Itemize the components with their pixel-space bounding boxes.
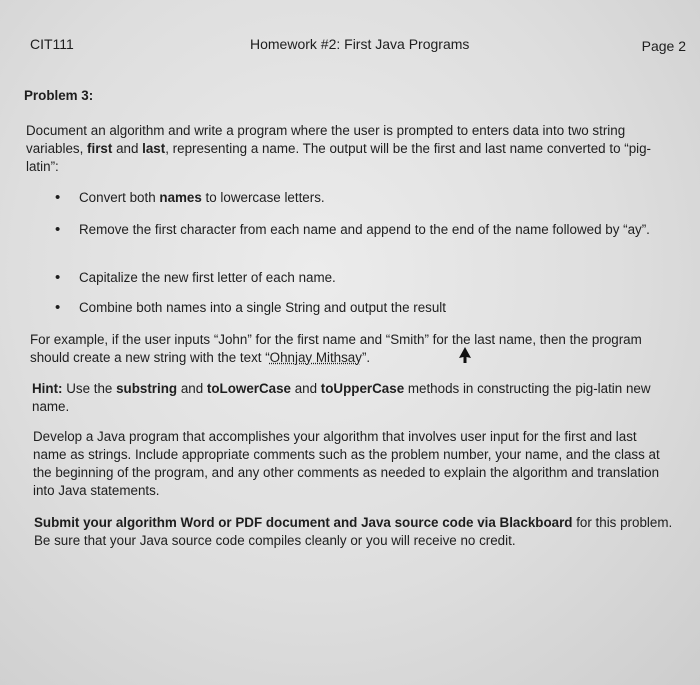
- hint-text-1: Use the: [62, 381, 117, 396]
- hint-paragraph: [32, 380, 672, 416]
- intro-first: first: [87, 141, 113, 156]
- intro-text-1: Document an algorithm and write a program where the user is prompted to enters data into two string variables,: [26, 123, 626, 156]
- bullet-1-bold: names: [159, 190, 202, 205]
- bullet-1-text-pre: Convert both: [79, 190, 160, 205]
- example-text-post: ”.: [361, 350, 371, 365]
- example-paragraph: [30, 331, 680, 367]
- bullet-4-text: Combine both names into a single String and output the result: [79, 300, 446, 315]
- example-result: Ohnjay Mithsay: [269, 350, 362, 365]
- bullet-icon: •: [55, 221, 61, 238]
- hint-text-2: and: [177, 381, 207, 396]
- page-number: Page 2: [641, 38, 686, 54]
- document-title: Homework #2: First Java Programs: [250, 36, 470, 52]
- submit-bold: Submit your algorithm Word or PDF document and Java source code via Blackboard: [34, 515, 573, 530]
- page-header: [0, 36, 700, 56]
- submit-text: for this problem. Be sure that your Java source code compiles cleanly or you will receive no credit.: [34, 515, 673, 548]
- hint-text-3: and: [291, 381, 321, 396]
- bullet-icon: •: [55, 189, 61, 206]
- intro-text-2: , representing a name. The output will be the first and last name converted to “pig-latin”:: [26, 141, 652, 174]
- bullet-icon: •: [55, 299, 61, 316]
- intro-last: last: [142, 141, 166, 156]
- develop-paragraph: Develop a Java program that accomplishes your algorithm that involves user input for the first and last name as strings. Include appropriate comments such as the problem number, your name, and the class at the beginning of the program, and any other comments as needed to explain the algorithm and translation into Java statements.: [33, 429, 660, 498]
- hint-substring: substring: [116, 381, 178, 396]
- problem-heading: Problem 3:: [24, 88, 94, 103]
- course-code: CIT111: [30, 36, 74, 52]
- mouse-cursor-icon: [458, 346, 472, 364]
- example-text-pre: For example, if the user inputs “John” for the first name and “Smith” for the last name, then the program should create a new string with the text “: [30, 332, 642, 365]
- intro-and: and: [112, 141, 143, 156]
- submit-paragraph: [34, 514, 674, 550]
- hint-text-4: methods in constructing the pig-latin new name.: [32, 381, 651, 414]
- hint-label: Hint:: [32, 381, 63, 396]
- bullet-icon: •: [55, 269, 61, 286]
- intro-paragraph: [26, 122, 678, 176]
- hint-tolowercase: toLowerCase: [206, 381, 291, 396]
- bullet-2-text: Remove the first character from each name and append to the end of the name followed by “ay”.: [79, 222, 650, 237]
- hint-touppercase: toUpperCase: [320, 381, 405, 396]
- bullet-3-text: Capitalize the new first letter of each name.: [79, 270, 336, 285]
- bullet-1-text-post: to lowercase letters.: [201, 190, 325, 205]
